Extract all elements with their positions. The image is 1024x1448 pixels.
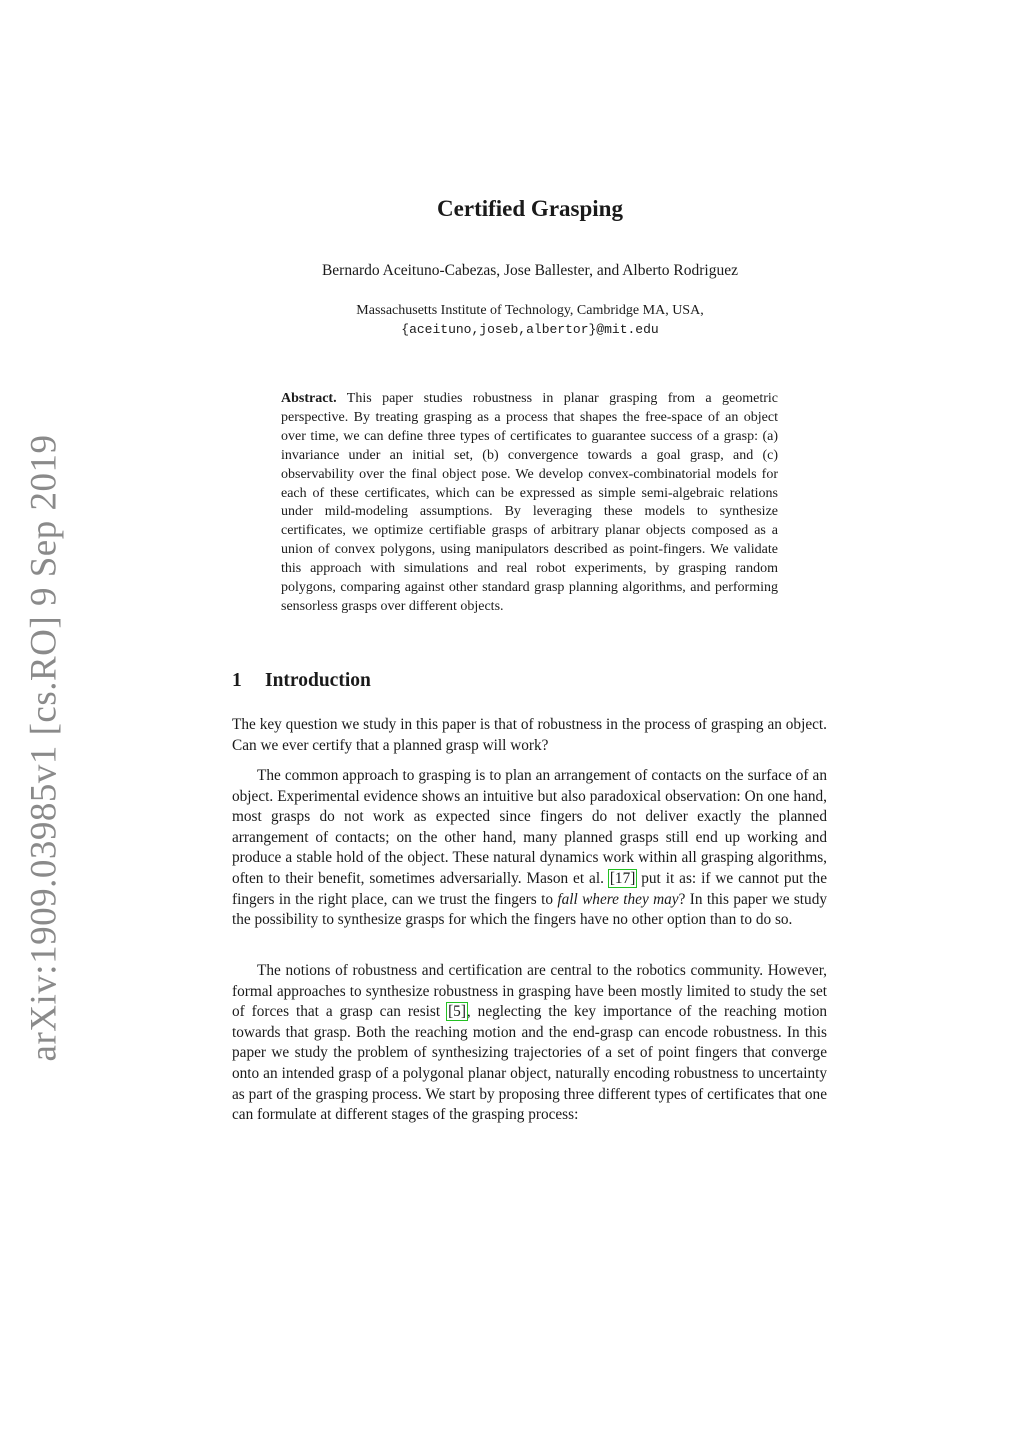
section-number: 1 [232,670,242,691]
intro-paragraph-1 [232,715,827,756]
author-list: Bernardo Aceituno-Cabezas, Jose Ballester, and Alberto Rodriguez [321,262,739,279]
abstract [281,390,778,617]
affiliation-text: Massachusetts Institute of Technology, Cambridge MA, USA, [356,303,704,318]
section-heading-introduction [232,670,371,692]
paragraph-segment: The common approach to grasping is to plan an arrangement of contacts on the surface of an object. Experimental evidence shows an intuitive but also paradoxical observation: On one hand, most grasps do not work as expected since fingers do not deliver exactly the planned arrangement of contacts; on the other hand, many planned grasps still end up working and produce a stable hold of the object. These natural dynamics work within all grasping algorithms, often to their benefit, sometimes adversarially. Mason et al. [232,767,827,887]
paragraph-segment: put it as: if we cannot put the fingers in the right place, can we trust the fingers to [232,869,827,908]
paragraph-segment: ? In this paper we study the possibility to synthesize grasps for which the fingers have no other option than to do so. [232,890,827,929]
affiliation-block [0,301,1024,339]
paper-title: Certified Grasping [437,196,623,221]
paragraph-segment: The notions of robustness and certification are central to the robotics community. However, formal approaches to synthesize robustness in grasping have been mostly limited to study the set of forces that a grasp can resist [232,962,827,1021]
paragraph-text [232,961,827,1126]
section-title: Introduction [265,670,371,691]
emphasized-phrase: fall where they may [557,890,679,908]
abstract-text: This paper studies robustness in planar grasping from a geometric perspective. By treating grasping as a process that shapes the free-space of an object over time, we can define three types of certificates to guarantee success of a grasp: (a) invariance under an initial set, (b) convergence towards a goal grasp, and (c) observability over the final object pose. We develop convex-combinatorial models for each of these certificates, which can be expressed as simple semi-algebraic relations under mild-modeling assumptions. By leveraging these models to synthesize certificates, we optimize certifiable grasps of arbitrary planar objects composed as a union of convex polygons, using manipulators described as point-fingers. We validate this approach with simulations and real robot experiments, by grasping random polygons, comparing against other standard grasp planning algorithms, and performing sensorless grasps over different objects. [281,391,778,614]
citation-link-17[interactable]: [17] [609,869,636,887]
paragraph-text [232,766,827,931]
paragraph-text: The key question we study in this paper is that of robustness in the process of grasping an object. Can we ever certify that a planned grasp will work? [232,716,827,754]
intro-paragraph-2 [232,766,827,931]
arxiv-stamp-text: arXiv:1909.03985v1 [cs.RO] 9 Sep 2019 [23,434,65,1062]
intro-paragraph-3 [232,961,827,1126]
citation-link-5[interactable]: [5] [448,1003,466,1021]
paragraph-segment: , neglecting the key importance of the reaching motion towards that grasp. Both the reaching motion and the end-grasp can encode robustness. In this paper we study the problem of synthesizing trajectories of a set of point fingers that converge onto an intended grasp of a polygonal planar object, naturally encoding robustness to uncertainty as part of the grasping process. We start by proposing three different types of certificates that one can formulate at different stages of the grasping process: [232,1003,827,1124]
abstract-label: Abstract. [281,391,337,406]
author-emails: {aceituno,joseb,albertor}@mit.edu [401,322,659,337]
